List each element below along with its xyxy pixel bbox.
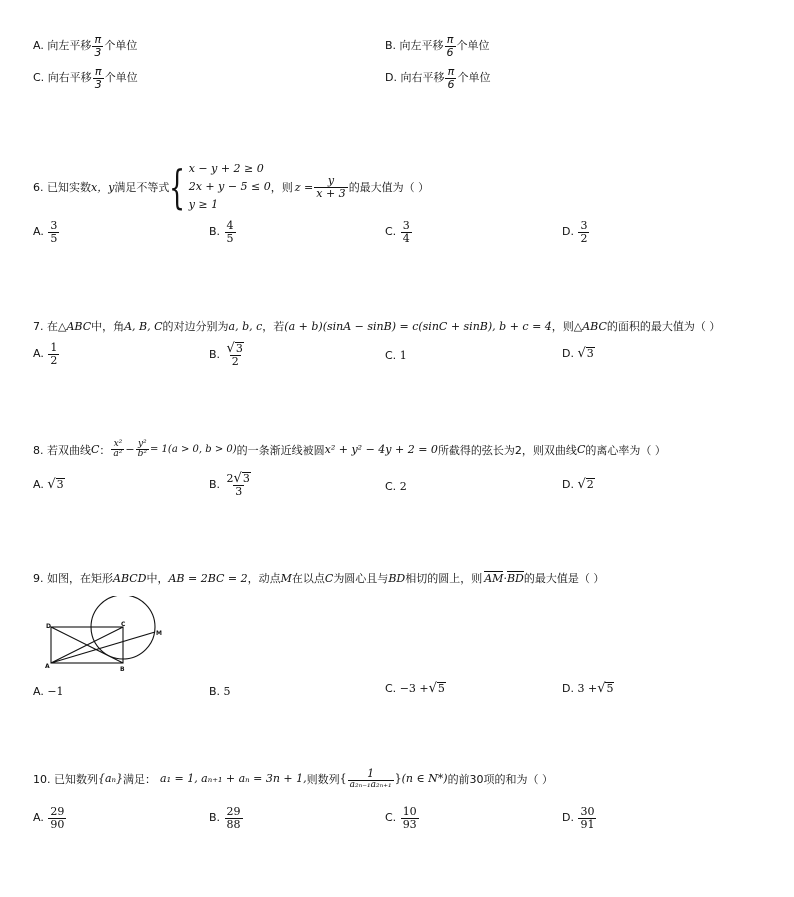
option-value: 3 + — [577, 682, 598, 696]
fraction-numerator: 1 — [367, 767, 375, 780]
radicand: 5 — [606, 682, 614, 695]
fraction-numerator: 29 — [50, 805, 65, 818]
option-value: −1 — [47, 685, 64, 698]
label-c: C — [121, 621, 126, 628]
stem-text: 7. 在 — [33, 320, 58, 333]
stem-math: a, b, c — [228, 320, 263, 333]
option-text: 向右平移 — [47, 71, 92, 85]
fraction-denominator: a₂ₙ₋₁a₂ₙ₊₁ — [349, 779, 392, 790]
option-label: B. — [209, 347, 221, 361]
option-label: D. — [562, 225, 574, 239]
fraction-numerator: π — [446, 33, 454, 46]
option-label: A. — [33, 347, 44, 361]
option-text: 向左平移 — [47, 39, 92, 53]
stem-math: △ABC — [573, 320, 607, 333]
fraction-numerator: y — [327, 173, 335, 187]
q7-option-c[interactable] — [385, 349, 407, 362]
fraction-numerator: 3 — [50, 219, 58, 232]
option-label: D. — [562, 682, 574, 696]
q7-option-a[interactable] — [33, 342, 60, 366]
stem-text: 9. 如图，在矩形 — [33, 572, 113, 585]
option-text: 个单位 — [457, 71, 491, 85]
stem-math: C — [91, 443, 100, 457]
q8-option-a[interactable] — [33, 478, 65, 491]
fraction-denominator: 5 — [50, 231, 58, 245]
stem-math: ABCD — [113, 572, 147, 585]
stem-math: BD — [388, 572, 406, 585]
option-label: C. — [385, 349, 397, 362]
fraction-denominator: 6 — [447, 77, 455, 91]
radicand: 3 — [56, 478, 64, 491]
stem-text: 6. 已知实数 — [33, 181, 91, 194]
option-text: 个单位 — [456, 39, 490, 53]
stem-vars: x，y — [91, 181, 115, 194]
brace-left: { — [339, 772, 347, 786]
stem-math: a₁ = 1, aₙ₊₁ + aₙ = 3n + 1, — [160, 772, 307, 786]
q8-stem — [33, 440, 666, 460]
fraction-denominator: 2 — [231, 355, 239, 369]
fraction-denominator: 90 — [50, 817, 65, 831]
stem-text: 在以点 — [291, 572, 325, 585]
radicand: 3 — [242, 472, 250, 485]
fraction-numerator: 3 — [580, 219, 588, 232]
label-d: D — [46, 623, 51, 630]
stem-text: ，动点 — [247, 572, 281, 585]
sqrt-icon: √ — [577, 346, 586, 362]
stem-text: 所截得的弦长为2，则双曲线 — [437, 443, 577, 457]
fraction-denominator: 4 — [402, 231, 410, 245]
sqrt-icon: √ — [597, 681, 606, 697]
q9-option-d[interactable] — [562, 682, 614, 695]
stem-text: ，则 — [270, 181, 293, 194]
option-label: D. — [562, 347, 574, 361]
stem-text: 的离心率为（ ） — [585, 443, 666, 457]
option-label: C. — [33, 71, 45, 85]
option-label: B. — [209, 811, 221, 825]
q5-option-c[interactable] — [33, 66, 138, 90]
brace-right: } — [394, 772, 402, 786]
stem-text: 10. 已知数列 — [33, 772, 98, 786]
fraction-denominator: 3 — [235, 485, 243, 499]
fraction-numerator: π — [447, 65, 455, 78]
stem-math: (n ∈ N*) — [401, 772, 448, 786]
sqrt-icon: √ — [233, 471, 242, 487]
fraction-numerator: 1 — [50, 341, 58, 354]
option-value: 2 — [399, 480, 407, 493]
fraction-numerator: π — [94, 33, 102, 46]
option-label: C. — [385, 682, 397, 696]
stem-math: = 1(a > 0, b > 0) — [150, 444, 237, 456]
fraction-denominator: 3 — [94, 45, 102, 59]
radicand: 3 — [235, 342, 243, 355]
radicand: 5 — [437, 682, 445, 695]
q9-option-a[interactable] — [33, 685, 64, 698]
fraction-denominator: 88 — [226, 817, 241, 831]
stem-text: 的最大值是（ ） — [523, 572, 605, 585]
stem-math: A, B, C — [124, 320, 163, 333]
q9-option-c[interactable] — [385, 682, 446, 695]
stem-text: 则数列 — [306, 772, 340, 786]
option-label: A. — [33, 39, 44, 53]
stem-math: C — [324, 572, 334, 585]
option-label: A. — [33, 478, 44, 492]
fraction-numerator: y² — [137, 439, 147, 449]
q9-option-b[interactable] — [209, 685, 231, 698]
stem-math: {aₙ} — [98, 772, 124, 786]
sqrt-icon: √ — [226, 341, 235, 357]
fraction-denominator: 93 — [402, 817, 417, 831]
option-label: B. — [385, 39, 397, 53]
label-m: M — [156, 630, 162, 637]
vector-am: AM — [484, 572, 504, 585]
stem-text: 8. 若双曲线 — [33, 443, 91, 457]
stem-text: 的前30项的和为（ ） — [447, 772, 554, 786]
option-label: D. — [562, 811, 574, 825]
stem-text: 为圆心且与 — [333, 572, 389, 585]
label-a: A — [45, 663, 50, 670]
system-brace: { — [169, 160, 186, 214]
fraction-denominator: 2 — [580, 231, 588, 245]
stem-text: 的对边分别为 — [162, 320, 229, 333]
q10-option-b[interactable] — [209, 806, 244, 830]
fraction-numerator: 29 — [226, 805, 241, 818]
fraction-denominator: a² — [113, 449, 123, 460]
fraction-denominator: 3 — [94, 77, 102, 91]
stem-text: 的面积的最大值为（ ） — [606, 320, 721, 333]
stem-text: ： — [99, 443, 111, 457]
sqrt-icon: √ — [47, 477, 56, 493]
stem-math: x² + y² − 4y + 2 = 0 — [324, 443, 438, 457]
q8-option-c[interactable] — [385, 480, 407, 493]
fraction-denominator: 2 — [50, 353, 58, 367]
q7-stem — [33, 318, 720, 334]
stem-math: z = — [294, 180, 314, 194]
inequality: 2x + y − 5 ≤ 0 — [188, 180, 271, 193]
option-text: 个单位 — [104, 71, 138, 85]
option-label: A. — [33, 811, 44, 825]
option-label: A. — [33, 225, 44, 239]
stem-text: 中，角 — [91, 320, 125, 333]
q5-option-b[interactable] — [385, 34, 490, 58]
fraction-numerator: 3 — [402, 219, 410, 232]
option-value: 1 — [399, 349, 407, 362]
radicand: 2 — [586, 478, 594, 491]
q6-stem — [33, 160, 429, 214]
q8-option-d[interactable] — [562, 478, 595, 491]
option-label: C. — [385, 225, 397, 239]
inequality: y ≥ 1 — [188, 198, 219, 211]
option-label: D. — [562, 478, 574, 492]
inequality: x − y + 2 ≥ 0 — [188, 162, 264, 175]
sqrt-icon: √ — [428, 681, 437, 697]
option-label: B. — [209, 685, 221, 698]
stem-text: 满足不等式 — [114, 181, 170, 194]
option-text: 向右平移 — [400, 71, 445, 85]
option-label: C. — [385, 811, 397, 825]
option-label: D. — [385, 71, 397, 85]
radicand: 3 — [586, 347, 594, 360]
sqrt-icon: √ — [577, 477, 586, 493]
q5-option-d[interactable] — [385, 66, 490, 90]
fraction-numerator: x² — [113, 439, 123, 449]
coefficient: 2 — [226, 472, 234, 486]
fraction-numerator: 10 — [402, 805, 417, 818]
q6-option-c[interactable] — [385, 220, 413, 244]
fraction-denominator: 5 — [226, 231, 234, 245]
q10-option-d[interactable] — [562, 806, 597, 830]
stem-text: 的最大值为（ ） — [348, 181, 430, 194]
stem-text: ，则 — [551, 320, 574, 333]
stem-math: · — [503, 572, 507, 585]
q8-option-b[interactable] — [209, 472, 254, 498]
option-label: B. — [209, 477, 221, 491]
stem-math: − — [125, 443, 135, 457]
option-text: 个单位 — [104, 39, 138, 53]
fraction-denominator: 6 — [446, 45, 454, 59]
option-label: C. — [385, 480, 397, 493]
q9-figure — [42, 596, 166, 672]
q7-option-d[interactable] — [562, 347, 595, 360]
stem-math: △ABC — [58, 320, 92, 333]
q10-stem — [33, 768, 553, 790]
option-label: A. — [33, 685, 44, 698]
q10-option-a[interactable] — [33, 806, 67, 830]
fraction-denominator: 91 — [580, 817, 595, 831]
label-b: B — [120, 666, 125, 672]
option-text: 向左平移 — [399, 39, 444, 53]
stem-text: 相切的圆上，则 — [405, 572, 483, 585]
stem-math: C — [576, 443, 586, 457]
fraction-denominator: x + 3 — [316, 186, 346, 200]
inequality-system — [189, 160, 271, 214]
option-value: 5 — [223, 685, 231, 698]
stem-math: M — [280, 572, 292, 585]
q6-option-d[interactable] — [562, 220, 590, 244]
stem-math: (a + b)(sinA − sinB) = c(sinC + sinB), b + c = 4 — [284, 320, 552, 333]
q7-option-b[interactable] — [209, 342, 247, 368]
option-value: −3 + — [399, 682, 429, 696]
vector-bd: BD — [506, 572, 524, 585]
q6-option-a[interactable] — [33, 220, 60, 244]
fraction-numerator: 30 — [580, 805, 595, 818]
fraction-denominator: b² — [137, 449, 147, 460]
stem-text: 满足： — [123, 772, 157, 786]
fraction-numerator: π — [94, 65, 102, 78]
stem-math: AB = 2BC = 2 — [168, 572, 248, 585]
fraction-numerator: 4 — [226, 219, 234, 232]
q6-option-b[interactable] — [209, 220, 237, 244]
stem-text: 的一条渐近线被圆 — [236, 443, 325, 457]
q5-option-a[interactable] — [33, 34, 137, 58]
q9-stem — [33, 570, 604, 586]
stem-text: ，若 — [262, 320, 285, 333]
stem-text: 中， — [146, 572, 169, 585]
q10-option-c[interactable] — [385, 806, 420, 830]
option-label: B. — [209, 225, 221, 239]
